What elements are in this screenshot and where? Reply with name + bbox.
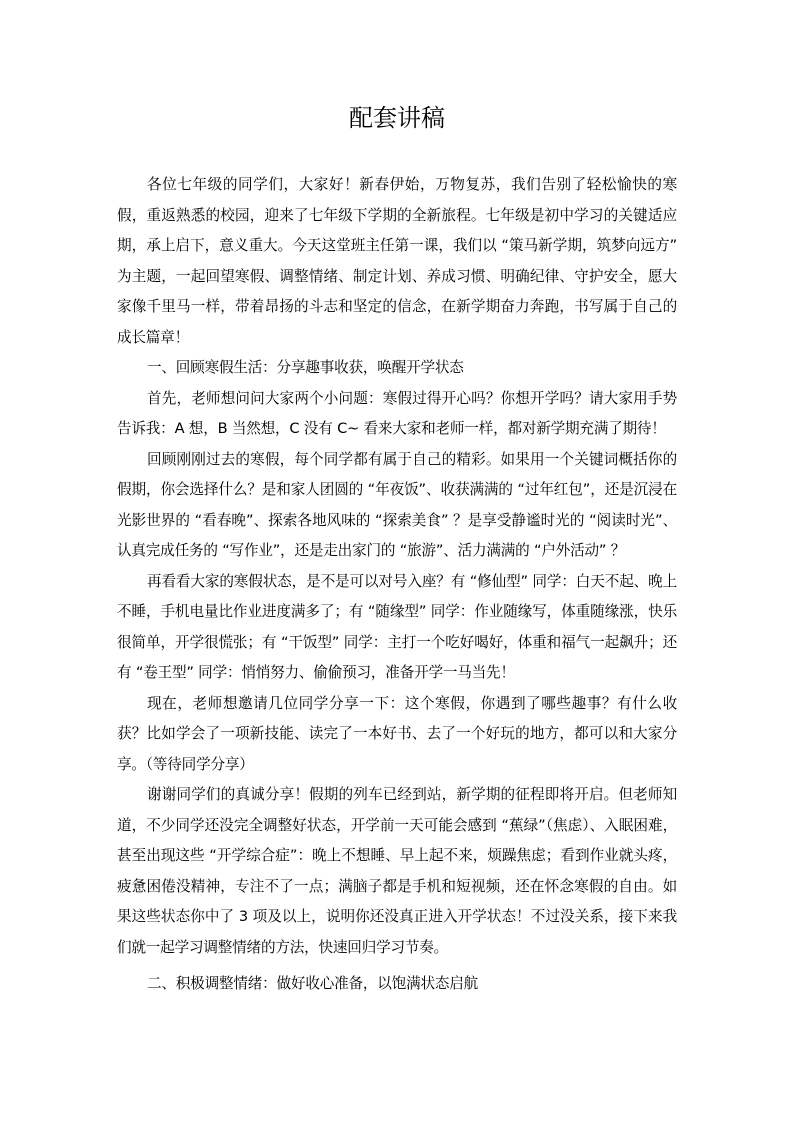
syndrome-paragraph: 谢谢同学们的真诚分享！假期的列车已经到站，新学期的征程即将开启。但老师知道，不少同学还没完全调整好状态，开学前一天可能会感到 “蕉绿”（焦虑）、入眠困难，甚至出现这些 “开学综合症”：晚上不想睡、早上起不来，烦躁焦虑；看到作业就头疼，疲惫困倦没精神，专注不了一点；满脑子都是手机和短视频，还在怀念寒假的自由。如果这些状态你中了 3 项及以上，说明你还没真正进入开学状态！不过没关系，接下来我们就一起学习调整情绪的方法，快速回归学习节奏。 <box>117 786 677 956</box>
section-heading-2: 二、积极调整情绪：做好收心准备，以饱满状态启航 <box>147 975 479 992</box>
intro-paragraph: 各位七年级的同学们，大家好！新春伊始，万物复苏，我们告别了轻松愉快的寒假，重返熟悉的校园，迎来了七年级下学期的全新旅程。七年级是初中学习的关键适应期，承上启下，意义重大。今天这堂班主任第一课，我们以 “策马新学期，筑梦向远方” 为主题，一起回望寒假、调整情绪、制定计划、养成习惯、明确纪律、守护安全，愿大家像千里马一样，带着昂扬的斗志和坚定的信念，在新学期奋力奔跑，书写属于自己的成长篇章！ <box>117 176 677 346</box>
section-heading-1: 一、回顾寒假生活：分享趣事收获，唤醒开学状态 <box>147 359 464 376</box>
document-title: 配套讲稿 <box>349 104 445 132</box>
state-types-paragraph: 再看看大家的寒假状态，是不是可以对号入座？有 “修仙型” 同学：白天不起、晚上不睡，手机电量比作业进度满多了；有 “随缘型” 同学：作业随缘写，体重随缘涨，快乐很简单，开学很慌张；有 “干饭型” 同学：主打一个吃好喝好，体重和福气一起飙升；还有 “卷王型” 同学：悄悄努力、偷偷预习，准备开学一马当先！ <box>117 572 677 681</box>
document-body <box>117 170 677 1000</box>
sharing-paragraph: 现在，老师想邀请几位同学分享一下：这个寒假，你遇到了哪些趣事？有什么收获？比如学会了一项新技能、读完了一本好书、去了一个好玩的地方，都可以和大家分享。（等待同学分享） <box>117 694 677 773</box>
question-paragraph: 首先，老师想问问大家两个小问题：寒假过得开心吗？你想开学吗？请大家用手势告诉我：A 想，B 当然想，C 没有 C~ 看来大家和老师一样，都对新学期充满了期待！ <box>117 389 677 437</box>
keyword-paragraph: 回顾刚刚过去的寒假，每个同学都有属于自己的精彩。如果用一个关键词概括你的假期，你会选择什么？是和家人团圆的 “年夜饭”、收获满满的 “过年红包”，还是沉浸在光影世界的 “看春晚”、探索各地风味的 “探索美食” ？是享受静谧时光的 “阅读时光”、认真完成任务的 “写作业”，还是走出家门的 “旅游”、活力满满的 “户外活动” ？ <box>117 450 677 559</box>
